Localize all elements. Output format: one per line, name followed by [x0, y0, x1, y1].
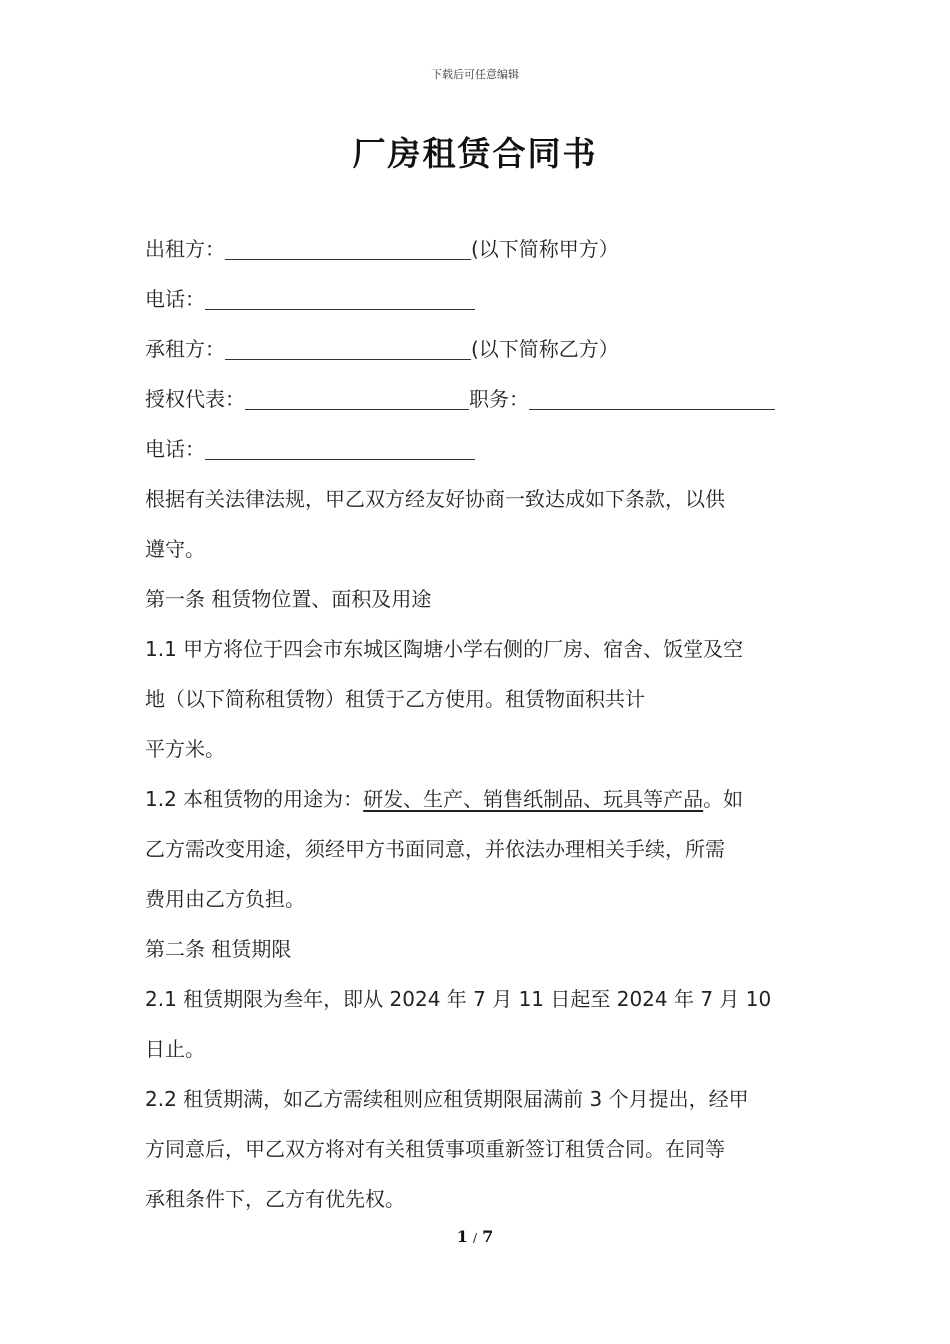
clause-prefix: 1.2 本租赁物的用途为： — [145, 787, 364, 811]
clause-line: 2.1 租赁期限为叁年，即从 2024 年 7 月 11 日起至 2024 年 7 月 10 — [145, 987, 772, 1011]
page-separator: / — [472, 1231, 478, 1245]
phone2-label: 电话： — [145, 437, 205, 461]
rep-blank — [245, 387, 469, 410]
page-number — [0, 1227, 950, 1246]
lessee-line — [145, 324, 807, 374]
position-blank — [529, 387, 775, 410]
representative-line — [145, 374, 807, 424]
position-label: 职务： — [469, 387, 529, 411]
clause-line: 2.2 租赁期满，如乙方需续租则应租赁期限届满前 3 个月提出，经甲 — [145, 1087, 749, 1111]
clause-line: 方同意后，甲乙双方将对有关租赁事项重新签订租赁合同。在同等 — [145, 1137, 725, 1161]
clause-1-2 — [145, 774, 807, 924]
clause-line: 乙方需改变用途，须经甲方书面同意，并依法办理相关手续，所需 — [145, 837, 725, 861]
clause-line: 1.1 甲方将位于四会市东城区陶塘小学右侧的厂房、宿舍、饭堂及空 — [145, 637, 744, 661]
lessee-blank — [225, 337, 471, 360]
article1-heading: 第一条 租赁物位置、面积及用途 — [145, 587, 432, 611]
clause-1-1 — [145, 624, 807, 774]
clause-2-2 — [145, 1074, 807, 1224]
lessor-line — [145, 224, 807, 274]
intro-paragraph — [145, 474, 807, 574]
intro-line: 遵守。 — [145, 537, 205, 561]
lessor-blank — [225, 237, 471, 260]
usage-underlined: 研发、生产、销售纸制品、玩具等产品 — [363, 787, 704, 811]
document-body — [145, 224, 807, 1224]
lessor-suffix: (以下简称甲方） — [471, 237, 619, 261]
lessor-label: 出租方： — [145, 237, 225, 261]
phone1-blank — [205, 287, 475, 310]
total-pages: 7 — [482, 1227, 494, 1246]
header-note: 下载后可任意编辑 — [431, 68, 519, 81]
clause-line: 承租条件下，乙方有优先权。 — [145, 1187, 405, 1211]
clause-line: 日止。 — [145, 1037, 205, 1061]
phone2-line — [145, 424, 807, 474]
clause-line: 平方米。 — [145, 737, 225, 761]
clause-line: 费用由乙方负担。 — [145, 887, 305, 911]
intro-line: 根据有关法律法规，甲乙双方经友好协商一致达成如下条款，以供 — [145, 487, 725, 511]
document-title: 厂房租赁合同书 — [352, 134, 598, 173]
phone1-label: 电话： — [145, 287, 205, 311]
clause-2-1 — [145, 974, 807, 1074]
lessee-label: 承租方： — [145, 337, 225, 361]
clause-line — [145, 774, 807, 824]
clause-line: 地（以下简称租赁物）租赁于乙方使用。租赁物面积共计 — [145, 687, 645, 711]
phone1-line — [145, 274, 807, 324]
rep-label: 授权代表： — [145, 387, 245, 411]
phone2-blank — [205, 437, 475, 460]
lessee-suffix: (以下简称乙方） — [471, 337, 619, 361]
current-page: 1 — [456, 1227, 468, 1246]
article2-heading: 第二条 租赁期限 — [145, 937, 292, 961]
clause-suffix: 。如 — [703, 787, 744, 811]
